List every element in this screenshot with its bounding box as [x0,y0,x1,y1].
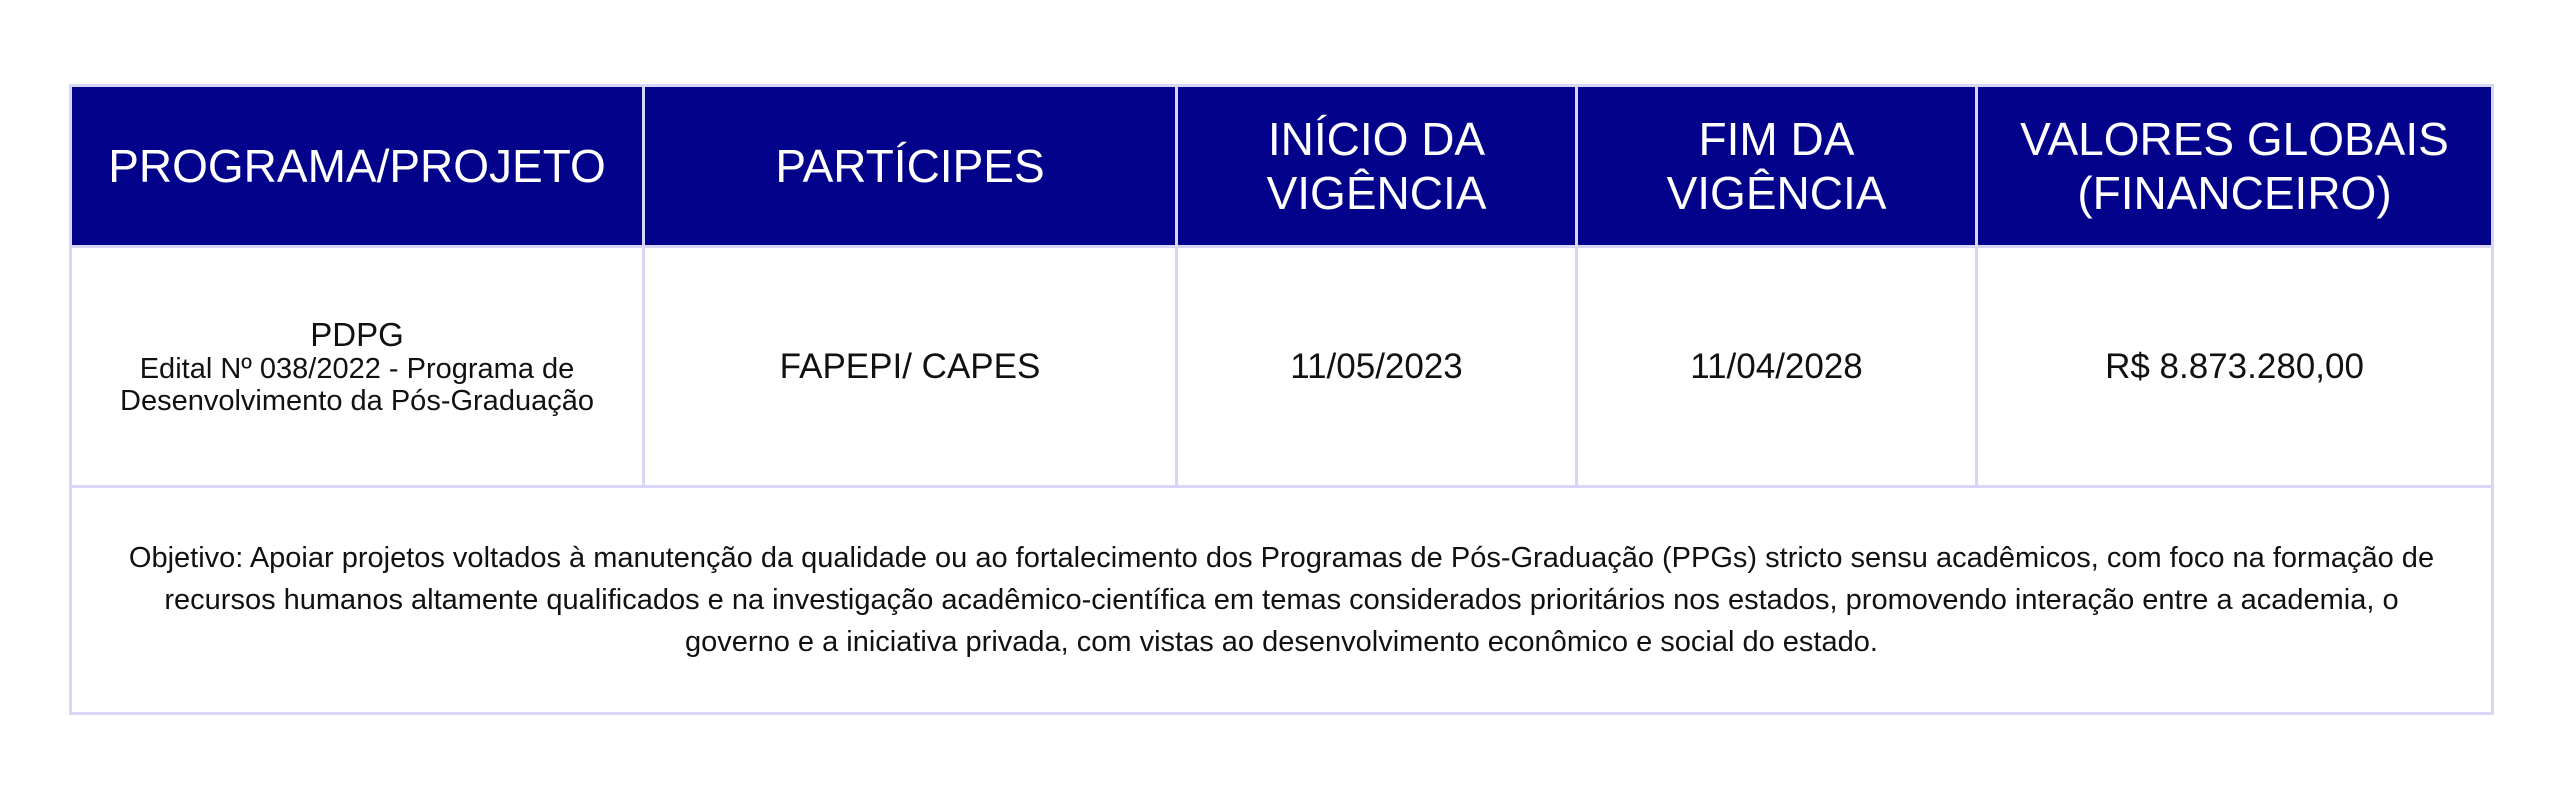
objective-row [71,487,2493,714]
header-programa-projeto [71,86,644,247]
header-inicio-line2: VIGÊNCIA [1266,167,1487,219]
program-title: PDPG [310,315,404,353]
program-table [69,84,2494,715]
objective-text: Objetivo: Apoiar projetos voltados à manutenção da qualidade ou ao fortalecimento dos Programas de Pós-Graduação (PPGs) stricto sensu acadêmicos, com foco na formação de recursos humanos altamente qualificados e na investigação acadêmico-científica em temas considerados prioritários nos estados, promovendo interação entre a academia, o governo e a iniciativa privada, com vistas ao desenvolvimento econômico e social do estado. [71,487,2493,714]
cell-participes: FAPEPI/ CAPES [644,247,1177,487]
program-table-container [69,84,2491,715]
header-inicio-vigencia [1177,86,1577,247]
header-participes [644,86,1177,247]
table-header-row [71,86,2493,247]
header-valores-line1: VALORES GLOBAIS [2020,113,2449,165]
header-fim-line1: FIM DA [1698,113,1855,165]
cell-valores-globais: R$ 8.873.280,00 [1977,247,2493,487]
header-inicio-line1: INÍCIO DA [1267,113,1486,165]
cell-fim-vigencia: 11/04/2028 [1577,247,1977,487]
header-fim-line2: VIGÊNCIA [1666,167,1887,219]
table-row [71,247,2493,487]
header-programa-label: PROGRAMA/PROJETO [108,140,606,192]
program-desc-line1: Edital Nº 038/2022 - Programa de [139,352,575,385]
program-desc-line2: Desenvolvimento da Pós-Graduação [120,384,594,417]
header-participes-label: PARTÍCIPES [775,140,1045,192]
header-valores-globais [1977,86,2493,247]
cell-inicio-vigencia: 11/05/2023 [1177,247,1577,487]
header-valores-line2: (FINANCEIRO) [2077,167,2392,219]
header-fim-vigencia [1577,86,1977,247]
cell-programa [71,247,644,487]
